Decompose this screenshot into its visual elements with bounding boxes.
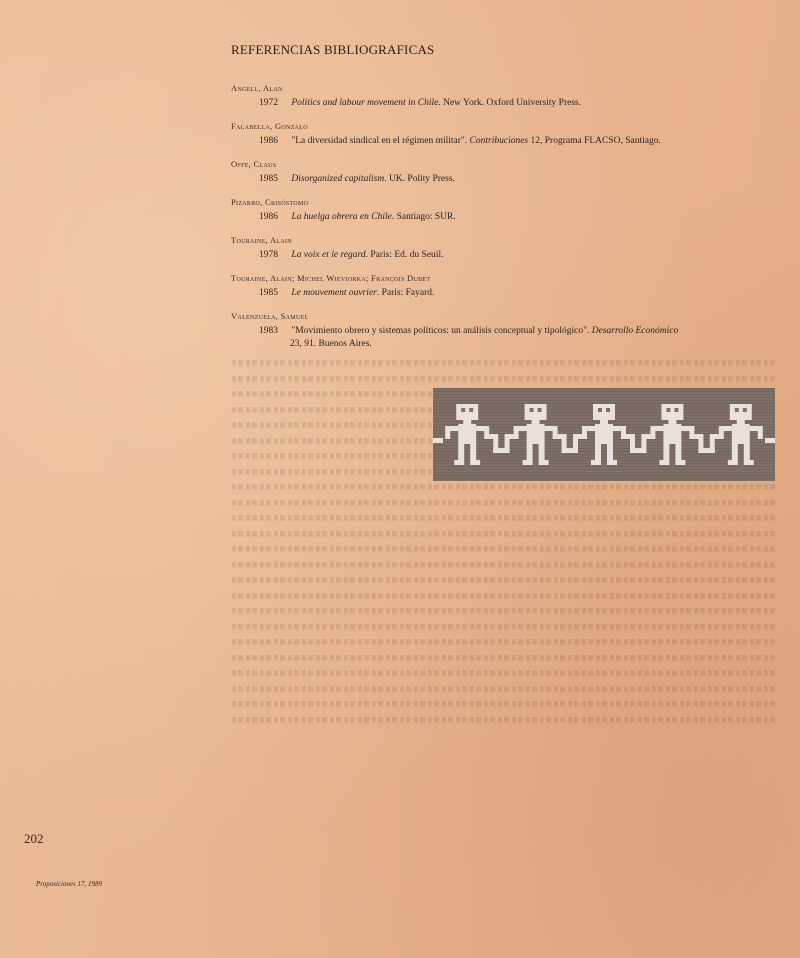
- figure-leg: [732, 444, 738, 460]
- figure-foot: [539, 460, 549, 465]
- page-number: 202: [24, 831, 44, 846]
- reference-entry: [231, 194, 791, 230]
- reference-author: Pizarro, Crisóstomo: [231, 197, 309, 207]
- figure-arm: [514, 426, 527, 431]
- figure-leg: [595, 444, 601, 460]
- reference-title: Contribuciones: [469, 136, 529, 146]
- figure-head: [593, 404, 615, 420]
- figure-eye: [461, 408, 465, 412]
- figure-eye: [598, 408, 602, 412]
- figure-foot: [591, 460, 601, 465]
- reference-title: La huelga obrera en Chile: [291, 212, 392, 222]
- figure-arm: [650, 431, 655, 439]
- figure-eye: [606, 408, 610, 412]
- figure-eye: [735, 408, 739, 412]
- reference-title: Desarrollo Económico: [591, 326, 679, 336]
- figure-leg: [470, 444, 476, 460]
- reference-author: Offe, Claus: [231, 159, 277, 169]
- figure-eye: [743, 408, 747, 412]
- figure-head: [456, 404, 478, 420]
- figure-foot: [728, 460, 738, 465]
- reference-publisher: . Paris: Fayard.: [376, 288, 435, 298]
- figure-foot: [675, 460, 685, 465]
- reference-title: Disorganized capitalism: [291, 174, 385, 184]
- reference-author: Angell, Alan: [231, 83, 283, 93]
- reference-year: 1985: [259, 288, 278, 298]
- figure-arm: [545, 426, 558, 431]
- figure-arm: [689, 431, 694, 439]
- figure-arm: [621, 431, 626, 439]
- figure-foot: [523, 460, 533, 465]
- reference-publisher: . Santiago: SUR.: [391, 212, 456, 222]
- reference-year: 1983: [259, 326, 278, 336]
- reference-title: Le mouvement ouvrier: [291, 288, 377, 298]
- reference-citation: [231, 249, 791, 268]
- figure-leg: [607, 444, 613, 460]
- textile-step: [574, 434, 582, 439]
- figure-foot: [659, 460, 669, 465]
- figure-eye: [530, 408, 534, 412]
- figure-arm: [514, 431, 519, 439]
- figure-leg: [458, 444, 464, 460]
- figure-arm: [613, 426, 626, 431]
- reference-entry: [231, 118, 791, 154]
- figure-arm: [445, 426, 458, 431]
- figure-leg: [527, 444, 533, 460]
- reference-publisher: 12, Programa FLACSO, Santiago.: [528, 136, 661, 146]
- figure-neck: [600, 420, 608, 424]
- figure-arm: [758, 431, 763, 439]
- journal-footer: Proposiciones 17, 1989: [36, 880, 103, 888]
- reference-citation: [231, 211, 791, 230]
- figure-leg: [744, 444, 750, 460]
- figure-eye: [666, 408, 670, 412]
- figure-arm: [476, 426, 489, 431]
- figure-body: [458, 424, 476, 444]
- textile-step: [711, 434, 719, 439]
- reference-author: Valenzuela, Samuel: [231, 311, 309, 321]
- figure-arm: [582, 431, 587, 439]
- figure-foot: [454, 460, 464, 465]
- reference-entry: [231, 80, 791, 116]
- figure-foot: [607, 460, 617, 465]
- figure-eye: [674, 408, 678, 412]
- reference-title: Politics and labour movement in Chile: [291, 98, 439, 108]
- figure-arm: [681, 426, 694, 431]
- reference-entry: [231, 308, 791, 351]
- figure-neck: [532, 420, 540, 424]
- reference-citation: [231, 173, 791, 192]
- reference-citation: [231, 287, 791, 306]
- reference-article-title: "La diversidad sindical en el régimen militar".: [291, 136, 470, 146]
- figure-neck: [737, 420, 745, 424]
- figure-neck: [668, 420, 676, 424]
- textile-band-illustration: [433, 388, 775, 481]
- reference-year: 1972: [259, 98, 278, 108]
- reference-entry: [231, 156, 791, 192]
- figure-leg: [539, 444, 545, 460]
- figure-foot: [744, 460, 754, 465]
- reference-author: Falabella, Gonzalo: [231, 121, 308, 131]
- figure-body: [732, 424, 750, 444]
- references-heading: REFERENCIAS BIBLIOGRAFICAS: [231, 42, 435, 57]
- reference-continuation: 23, 91. Buenos Aires.: [290, 339, 372, 349]
- reference-publisher: . UK. Polity Press.: [384, 174, 455, 184]
- figure-body: [595, 424, 613, 444]
- reference-citation: [231, 135, 791, 154]
- figure-arm: [750, 426, 763, 431]
- reference-publisher: . New York. Oxford University Press.: [438, 98, 582, 108]
- reference-list: [231, 80, 791, 353]
- figure-arm: [582, 426, 595, 431]
- reference-entry: [231, 270, 791, 306]
- reference-citation: [231, 325, 791, 351]
- figure-arm: [484, 431, 489, 439]
- figure-body: [527, 424, 545, 444]
- reference-article-title: "Movimiento obrero y sistemas políticos: un análisis conceptual y tipológico".: [291, 326, 592, 336]
- figure-head: [525, 404, 547, 420]
- textile-step: [433, 438, 443, 443]
- reference-year: 1986: [259, 136, 278, 146]
- figure-arm: [553, 431, 558, 439]
- figure-arm: [719, 431, 724, 439]
- figure-arm: [650, 426, 663, 431]
- figure-leg: [675, 444, 681, 460]
- figure-eye: [469, 408, 473, 412]
- figure-leg: [663, 444, 669, 460]
- reference-entry: [231, 232, 791, 268]
- figure-arm: [719, 426, 732, 431]
- reference-year: 1985: [259, 174, 278, 184]
- figure-neck: [463, 420, 471, 424]
- reference-author: Touraine, Alain; Michel Wieviorka; François Dubet: [231, 273, 431, 283]
- reference-year: 1986: [259, 212, 278, 222]
- figure-head: [730, 404, 752, 420]
- textile-step: [506, 434, 514, 439]
- textile-step: [642, 434, 650, 439]
- figure-arm: [445, 431, 450, 439]
- figure-head: [661, 404, 683, 420]
- reference-author: Touraine, Alain: [231, 235, 292, 245]
- textile-step: [765, 438, 775, 443]
- reference-publisher: . Paris: Ed. du Seuil.: [365, 250, 444, 260]
- reference-year: 1978: [259, 250, 278, 260]
- figure-body: [663, 424, 681, 444]
- reference-citation: [231, 97, 791, 116]
- figure-eye: [538, 408, 542, 412]
- reference-title: La voix et le regard: [291, 250, 366, 260]
- figure-foot: [470, 460, 480, 465]
